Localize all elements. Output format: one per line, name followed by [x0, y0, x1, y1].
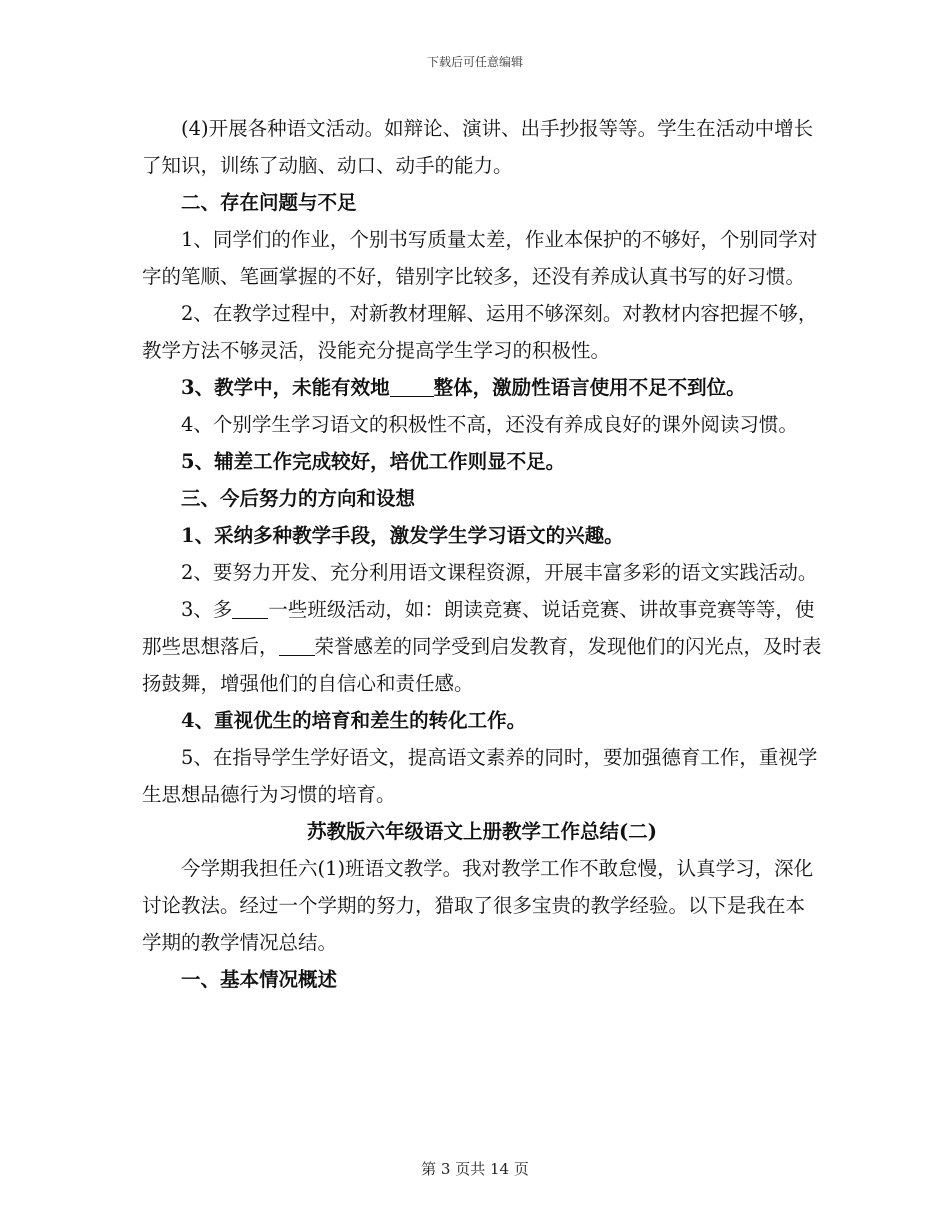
- section-heading-plans: 三、今后努力的方向和设想: [181, 487, 416, 510]
- paragraph-problem-1: 1、同学们的作业，个别书写质量太差，作业本保护的不够好，个别同学对字的笔顺、笔画掌握的不好，错别字比较多，还没有养成认真书写的好习惯。: [142, 228, 818, 288]
- paragraph-plan-4: 4、重视优生的培育和差生的转化工作。: [181, 709, 527, 732]
- paragraph-plan-3-part-b: 一些班级活动，如：朗读竞赛、说话竞赛、讲故事竞赛等等，使那些思想落后，: [142, 598, 815, 658]
- fill-blank: [232, 598, 268, 619]
- paragraph-problem-3: [142, 369, 822, 406]
- paragraph-activities: (4)开展各种语文活动。如辩论、演讲、出手抄报等等。学生在活动中增长了知识，训练了动脑、动口、动手的能力。: [142, 117, 814, 177]
- section-heading-problems: 二、存在问题与不足: [181, 191, 357, 214]
- paragraph-problem-4: 4、个别学生学习语文的积极性不高，还没有养成良好的课外阅读习惯。: [181, 413, 798, 436]
- paragraph-problem-2: 2、在教学过程中，对新教材理解、运用不够深刻。对教材内容把握不够，教学方法不够灵活，没能充分提高学生学习的积极性。: [142, 302, 818, 362]
- paragraph-plan-3-part-a: 3、多: [181, 598, 233, 621]
- document-body: [142, 110, 822, 998]
- document-title-part-2: 苏教版六年级语文上册教学工作总结(二): [307, 820, 657, 843]
- page-header: 下载后可任意编辑: [426, 55, 523, 69]
- paragraph-plan-2: 2、要努力开发、充分利用语文课程资源，开展丰富多彩的语文实践活动。: [181, 561, 818, 584]
- paragraph-problem-3-part-b: 整体，激励性语言使用不足不到位。: [433, 376, 746, 399]
- paragraph-problem-5: 5、辅差工作完成较好，培优工作则显不足。: [181, 450, 566, 473]
- paragraph-plan-3: [142, 591, 822, 702]
- paragraph-intro: 今学期我担任六(1)班语文教学。我对教学工作不敢怠慢，认真学习，深化讨论教法。经过一个学期的努力，猎取了很多宝贵的教学经验。以下是我在本学期的教学情况总结。: [142, 857, 814, 954]
- paragraph-plan-3-part-c: 荣誉感差的同学受到启发教育，发现他们的闪光点，及时表扬鼓舞，增强他们的自信心和责任感。: [142, 635, 822, 695]
- page-footer: 第 3 页共 14 页: [421, 1160, 529, 1178]
- section-heading-overview: 一、基本情况概述: [181, 968, 338, 991]
- paragraph-plan-5: 5、在指导学生学好语文，提高语文素养的同时，要加强德育工作，重视学生思想品德行为习惯的培育。: [142, 746, 818, 806]
- paragraph-problem-3-part-a: 3、教学中，未能有效地: [181, 376, 390, 399]
- fill-blank: [390, 376, 434, 397]
- fill-blank: [279, 635, 315, 656]
- paragraph-plan-1: 1、采纳多种教学手段，激发学生学习语文的兴趣。: [181, 524, 624, 547]
